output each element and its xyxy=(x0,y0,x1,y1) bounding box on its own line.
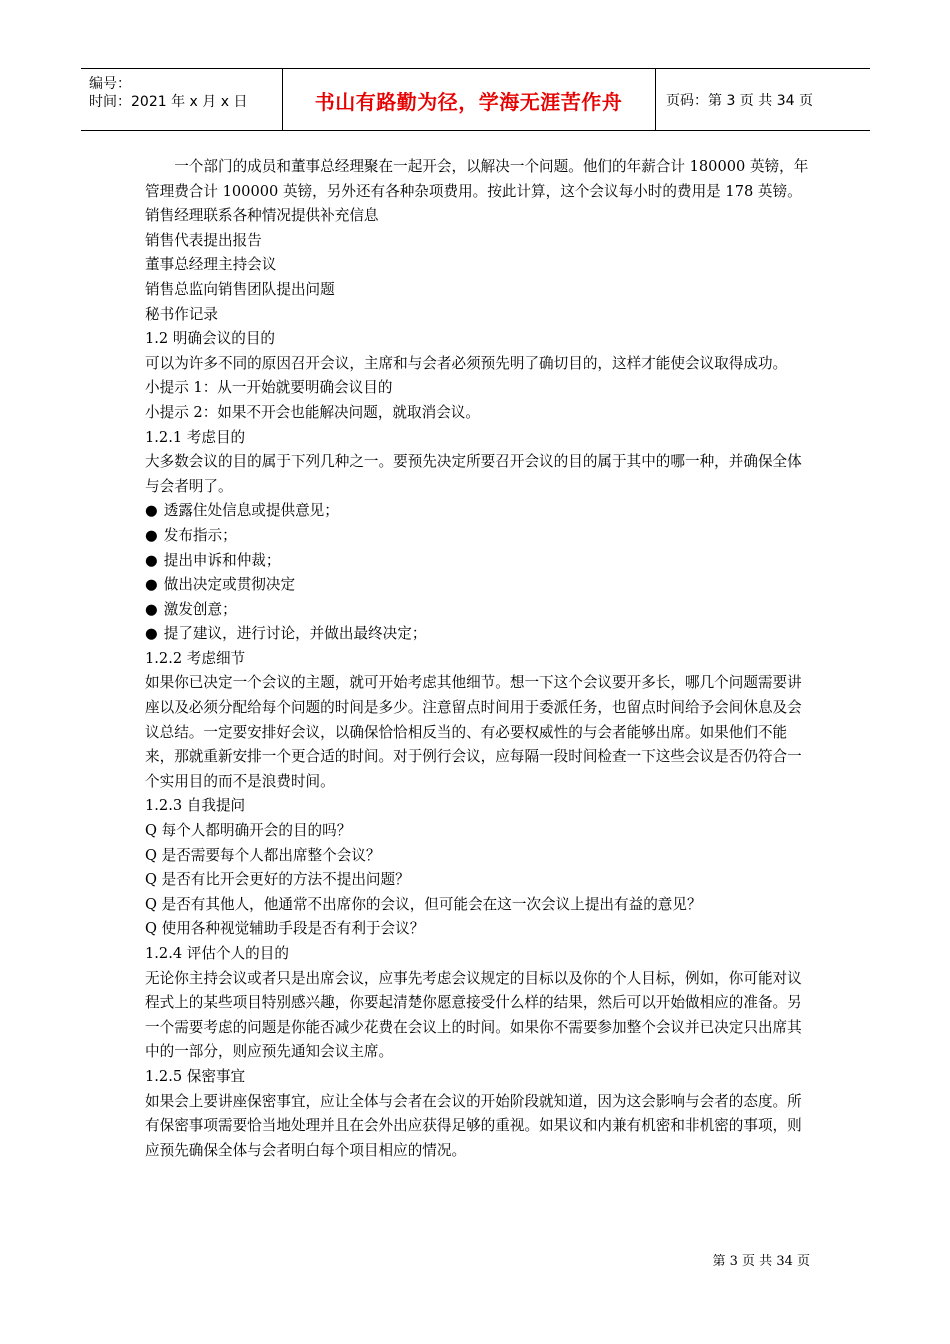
page-header xyxy=(81,68,870,131)
header-motto-cell xyxy=(282,69,656,130)
tip-item: 小提示 1：从一开始就要明确会议目的 xyxy=(145,379,393,397)
bullet-item: ● 激发创意； xyxy=(145,598,810,623)
tip-item: 小提示 2：如果不开会也能解决问题，就取消会议。 xyxy=(145,403,480,421)
document-body xyxy=(145,155,810,1163)
header-page-number: 页码：第 3 页 共 34 页 xyxy=(666,93,813,109)
document-time-label: 时间：2021 年 x 月 x 日 xyxy=(89,94,248,110)
bullet-item: ● 做出决定或贯彻决定 xyxy=(145,573,810,598)
section-heading: 1.2.1 考虑目的 xyxy=(145,428,246,446)
bullet-item: ● 提了建议，进行讨论，并做出最终决定； xyxy=(145,622,810,647)
section-heading: 1.2.4 评估个人的目的 xyxy=(145,945,289,962)
section-heading: 1.2.2 考虑细节 xyxy=(145,649,246,667)
header-page-cell xyxy=(656,69,870,130)
page-footer: 第 3 页 共 34 页 xyxy=(712,1254,810,1269)
section-paragraph: 如果会上要讲座保密事宜，应让全体与会者在会议的开始阶段就知道，因为这会影响与会者的态度。所有保密事项需要恰当地处理并且在会外出应获得足够的重视。如果议和内兼有机密和非机密的事项，则应预先确保全体与会者明白每个项目相应的情况。 xyxy=(145,1092,802,1159)
role-item: 销售经理联系各种情况提供补充信息 xyxy=(145,207,379,225)
section-paragraph: 无论你主持会议或者只是出席会议，应事先考虑会议规定的目标以及你的个人目标，例如，你可能对议程式上的某些项目特别感兴趣，你要起清楚你愿意接受什么样的结果，然后可以开始做相应的准备。另一个需要考虑的问题是你能否减少花费在会议上的时间。如果你不需要参加整个会议并已决定只出席其中的一部分，则应预先通知会议主席。 xyxy=(145,969,802,1061)
section-heading: 1.2 明确会议的目的 xyxy=(145,330,276,348)
header-motto: 书山有路勤为径，学海无涯苦作舟 xyxy=(314,90,623,114)
section-heading: 1.2.3 自我提问 xyxy=(145,797,246,815)
document-number-label: 编号： xyxy=(89,76,131,92)
question-item: Q 是否有其他人，他通常不出席你的会议，但可能会在这一次会议上提出有益的意见？ xyxy=(145,895,702,913)
bullet-item: ● 发布指示； xyxy=(145,524,810,549)
question-item: Q 是否需要每个人都出席整个会议？ xyxy=(145,846,381,864)
header-info-cell xyxy=(81,69,283,130)
question-item: Q 每个人都明确开会的目的吗？ xyxy=(145,822,352,840)
intro-paragraph: 一个部门的成员和董事总经理聚在一起开会，以解决一个问题。他们的年薪合计 180000 英镑，年管理费合计 100000 英镑，另外还有各种杂项费用。按此计算，这个会议每小时的费用是 178 英镑。 xyxy=(145,158,809,200)
section-paragraph: 可以为许多不同的原因召开会议，主席和与会者必须预先明了确切目的，这样才能使会议取得成功。 xyxy=(145,354,788,372)
question-item: Q 是否有比开会更好的方法不提出问题？ xyxy=(145,871,410,889)
bullet-item: ● 透露住处信息或提供意见； xyxy=(145,499,810,524)
role-item: 董事总经理主持会议 xyxy=(145,256,277,274)
section-paragraph: 大多数会议的目的属于下列几种之一。要预先决定所要召开会议的目的属于其中的哪一种，并确保全体与会者明了。 xyxy=(145,453,802,495)
question-item: Q 使用各种视觉辅助手段是否有利于会议？ xyxy=(145,920,425,938)
section-paragraph: 如果你已决定一个会议的主题，就可开始考虑其他细节。想一下这个会议要开多长，哪几个问题需要讲座以及必须分配给每个问题的时间是多少。注意留点时间用于委派任务，也留点时间给予会间休息及会议总结。一定要安排好会议，以确保恰恰相反当的、有必要权威性的与会者能够出席。如果他们不能来，那就重新安排一个更合适的时间。对于例行会议，应每隔一段时间检查一下这些会议是否仍符合一个实用目的而不是浪费时间。 xyxy=(145,674,802,790)
role-item: 销售代表提出报告 xyxy=(145,231,262,249)
bullet-item: ● 提出申诉和仲裁； xyxy=(145,549,810,574)
role-item: 销售总监向销售团队提出问题 xyxy=(145,280,335,298)
role-item: 秘书作记录 xyxy=(145,305,218,323)
section-heading: 1.2.5 保密事宜 xyxy=(145,1067,246,1085)
